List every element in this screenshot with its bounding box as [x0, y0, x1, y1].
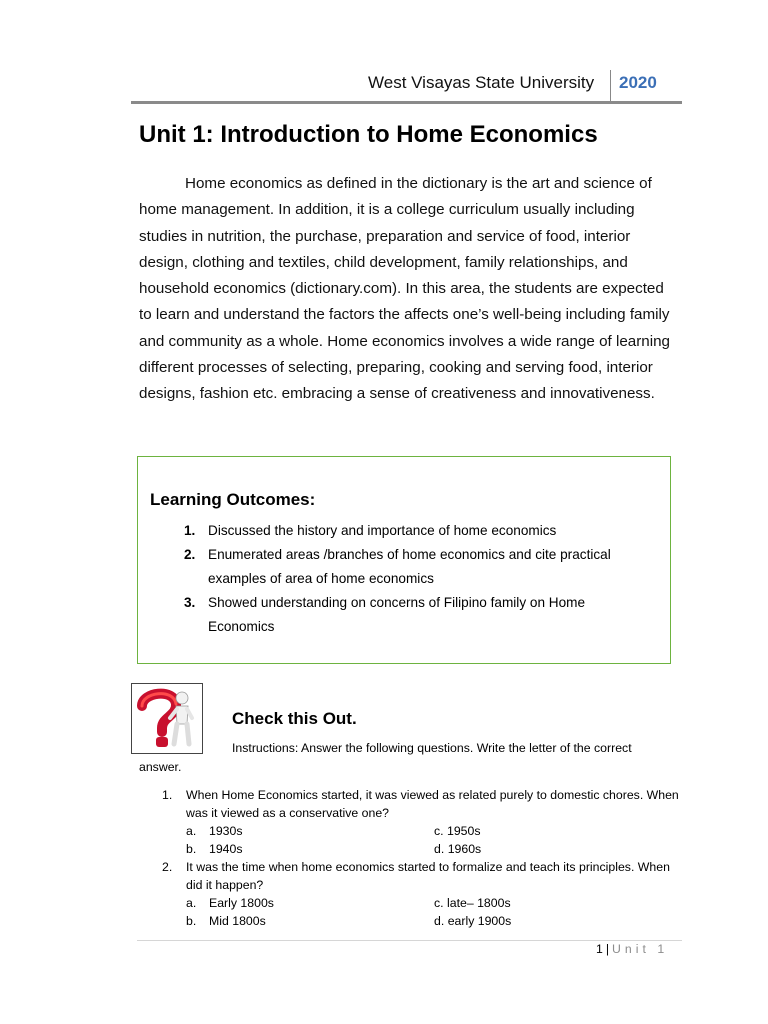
footer-unit: Unit 1 [612, 942, 669, 956]
learning-outcomes-title: Learning Outcomes: [150, 490, 316, 509]
outcome-text: Showed understanding on concerns of Filipino family on Home Economics [208, 595, 586, 634]
question-number: 1. [162, 788, 173, 802]
header-year: 2020 [619, 73, 657, 92]
choice [434, 822, 682, 840]
intro-paragraph [139, 171, 679, 408]
choice-text: late– 1800s [447, 896, 511, 910]
question-text: It was the time when home economics started to formalize and teach its principles. When did it happen? [186, 860, 670, 892]
question [162, 786, 682, 822]
outcome-number: 2. [184, 547, 196, 562]
answer-choices [186, 894, 682, 930]
choice [186, 912, 434, 930]
choice-letter: c. [434, 896, 444, 910]
outcome-text: Discussed the history and importance of home economics [208, 523, 557, 538]
choice-text: early 1900s [447, 914, 512, 928]
choice-letter: d. [434, 842, 445, 856]
header-divider [610, 70, 611, 102]
choice-letter: c. [434, 824, 444, 838]
page-title: Unit 1: Introduction to Home Economics [139, 121, 598, 148]
choice-text: 1950s [447, 824, 481, 838]
question-list [162, 786, 682, 930]
check-section-title: Check this Out. [232, 709, 357, 728]
page-number: 1 [596, 942, 603, 956]
list-item [184, 591, 654, 639]
choice-letter: b. [186, 914, 197, 928]
choice-letter: b. [186, 842, 197, 856]
question [162, 858, 682, 894]
choice-letter: a. [186, 824, 197, 838]
list-item [184, 543, 654, 591]
choice-text: 1960s [447, 842, 482, 856]
outcome-number: 3. [184, 595, 196, 610]
footer-separator: | [605, 942, 610, 956]
choice [186, 894, 434, 912]
choice [434, 894, 682, 912]
header-university: West Visayas State University [368, 73, 595, 92]
intro-text: Home economics as defined in the dictionary is the art and science of home management. In addition, it is a college curriculum usually including studies in nutrition, the purchase, preparation and service of food, interior design, clothing and textiles, child development, family relationships, and household economics (dictionary.com). In this area, the students are expected to learn and understand the factors the affects one’s well-being including family and community as a whole. Home economics involves a wide range of learning different processes of selecting, preparing, cooking and serving food, interior designs, fashion etc. embracing a sense of creativeness and innovativeness. [139, 175, 670, 403]
list-item [184, 519, 654, 543]
question-text: When Home Economics started, it was viewed as related purely to domestic chores. When was it viewed as a conservative one? [186, 788, 679, 820]
choice-text: 1940s [209, 842, 243, 856]
choice [186, 840, 434, 858]
question-number: 2. [162, 860, 173, 874]
learning-outcomes-list [184, 519, 654, 639]
instructions: Instructions: Answer the following questions. Write the letter of the correct [232, 741, 632, 755]
outcome-number: 1. [184, 523, 196, 538]
header-rule [131, 101, 682, 104]
footer-rule [137, 940, 682, 941]
choice-letter: a. [186, 896, 197, 910]
choice [434, 912, 682, 930]
question-mark-figure-icon [131, 683, 203, 754]
choice [434, 840, 682, 858]
answer-choices [186, 822, 682, 858]
choice-text: Early 1800s [209, 896, 274, 910]
choice [186, 822, 434, 840]
choice-letter: d. [434, 914, 445, 928]
page-footer [596, 942, 668, 956]
outcome-text: Enumerated areas /branches of home economics and cite practical examples of area of home economics [208, 547, 611, 586]
instructions-continued: answer. [139, 760, 182, 774]
choice-text: Mid 1800s [209, 914, 266, 928]
choice-text: 1930s [209, 824, 243, 838]
